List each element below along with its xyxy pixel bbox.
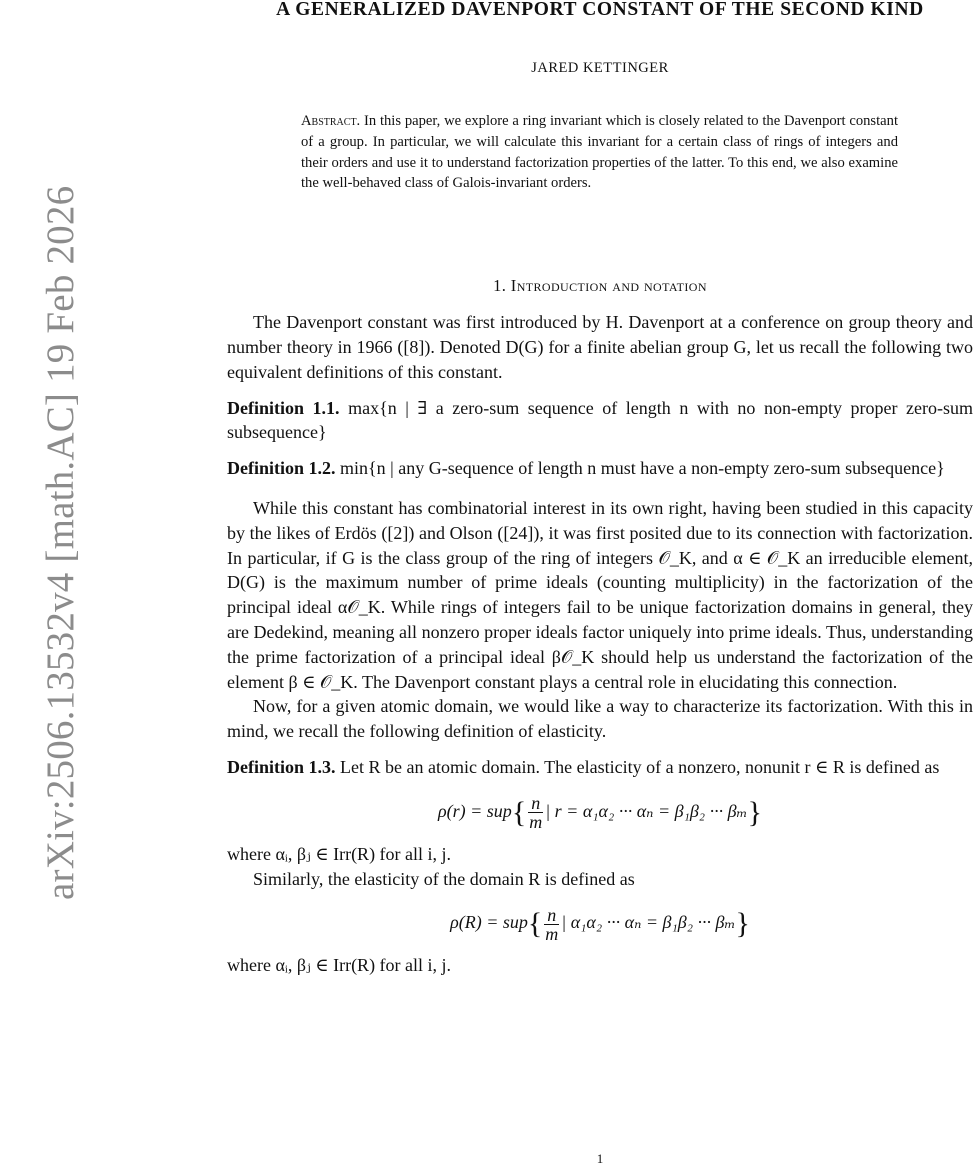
equation-condition: | r = α₁α₂ ··· αₙ = β₁β₂ ··· βₘ — [545, 800, 748, 821]
left-brace: { — [527, 907, 543, 941]
paper-page — [227, 0, 973, 1166]
numerator: n — [528, 794, 543, 813]
fraction — [544, 906, 559, 943]
denominator: m — [529, 812, 543, 833]
fraction — [528, 794, 543, 831]
equation-elasticity-domain — [227, 899, 973, 945]
author-name: JARED KETTINGER — [531, 60, 669, 76]
equation-condition: | α₁α₂ ··· αₙ = β₁β₂ ··· βₘ — [561, 912, 736, 933]
where-clause-1: where αᵢ, βⱼ ∈ Irr(R) for all i, j. — [227, 843, 452, 864]
arxiv-identifier-stamp: arXiv:2506.13532v4 [math.AC] 19 Feb 2026 — [39, 185, 82, 900]
intro-paragraph-4: Similarly, the elasticity of the domain R is defined as — [253, 868, 635, 889]
abstract — [301, 111, 898, 194]
where-clause-2: where αᵢ, βⱼ ∈ Irr(R) for all i, j. — [227, 955, 452, 976]
definition-body: min{n | any G-sequence of length n must have a non-empty zero-sum subsequence} — [340, 458, 945, 479]
numerator: n — [544, 906, 559, 925]
definition-heading: Definition 1.1. — [227, 397, 340, 418]
intro-paragraph-2: While this constant has combinatorial interest in its own right, having been studied in this capacity by the likes of Erdös ([2]) and Olson ([24]), it was first posited due to its connection with factorization. In particular, if G is the class group of the ring of integers 𝒪_K, and α ∈ 𝒪_K an irreducible element, D(G) is the maximum number of prime ideals (counting multiplicity) in the factorization of the principal ideal α𝒪_K. While rings of integers fail to be unique factorization domains in general, they are Dedekind, meaning all nonzero proper ideals factor uniquely into prime ideals. Thus, understanding the prime factorization of a principal ideal β𝒪_K should help us understand the factorization of the element β ∈ 𝒪_K. The Davenport constant plays a central role in elucidating this connection. — [227, 497, 973, 692]
definition-heading: Definition 1.2. — [227, 458, 336, 479]
paper-title: A GENERALIZED DAVENPORT CONSTANT OF THE SECOND KIND — [276, 0, 924, 20]
definition-body: Let R be an atomic domain. The elasticity of a nonzero, nonunit r ∈ R is defined as — [340, 756, 940, 777]
definition-1-3 — [227, 755, 973, 780]
definition-1-1 — [227, 396, 973, 446]
abstract-label: Abstract. — [301, 113, 361, 129]
intro-paragraph-3: Now, for a given atomic domain, we would like a way to characterize its factorization. With this in mind, we recall the following definition of elasticity. — [227, 696, 973, 742]
intro-paragraph-1: The Davenport constant was first introduced by H. Davenport at a conference on group theory and number theory in 1966 ([8]). Denoted D(G) for a finite abelian group G, let us recall the following two equivalent definitions of this constant. — [227, 312, 973, 382]
equation-lhs: ρ(r) = sup — [438, 800, 512, 821]
definition-body: max{n | ∃ a zero-sum sequence of length n with no non-empty proper zero-sum subsequence} — [227, 397, 973, 443]
denominator: m — [545, 923, 559, 944]
section-heading: 1. Introduction and notation — [493, 276, 707, 296]
definition-heading: Definition 1.3. — [227, 756, 336, 777]
definition-1-2 — [227, 456, 973, 481]
right-brace: } — [735, 907, 750, 941]
page-number: 1 — [596, 1151, 604, 1166]
left-brace: { — [511, 795, 527, 829]
equation-elasticity-element — [227, 788, 973, 834]
abstract-text: In this paper, we explore a ring invariant which is closely related to the Davenport constant of a group. In particular, we will calculate this invariant for a certain class of rings of integers and their orders and use it to understand factorization properties of the latter. To this end, we also examine the well-behaved class of Galois-invariant orders. — [301, 113, 898, 192]
right-brace: } — [747, 795, 762, 829]
equation-lhs: ρ(R) = sup — [450, 912, 528, 933]
